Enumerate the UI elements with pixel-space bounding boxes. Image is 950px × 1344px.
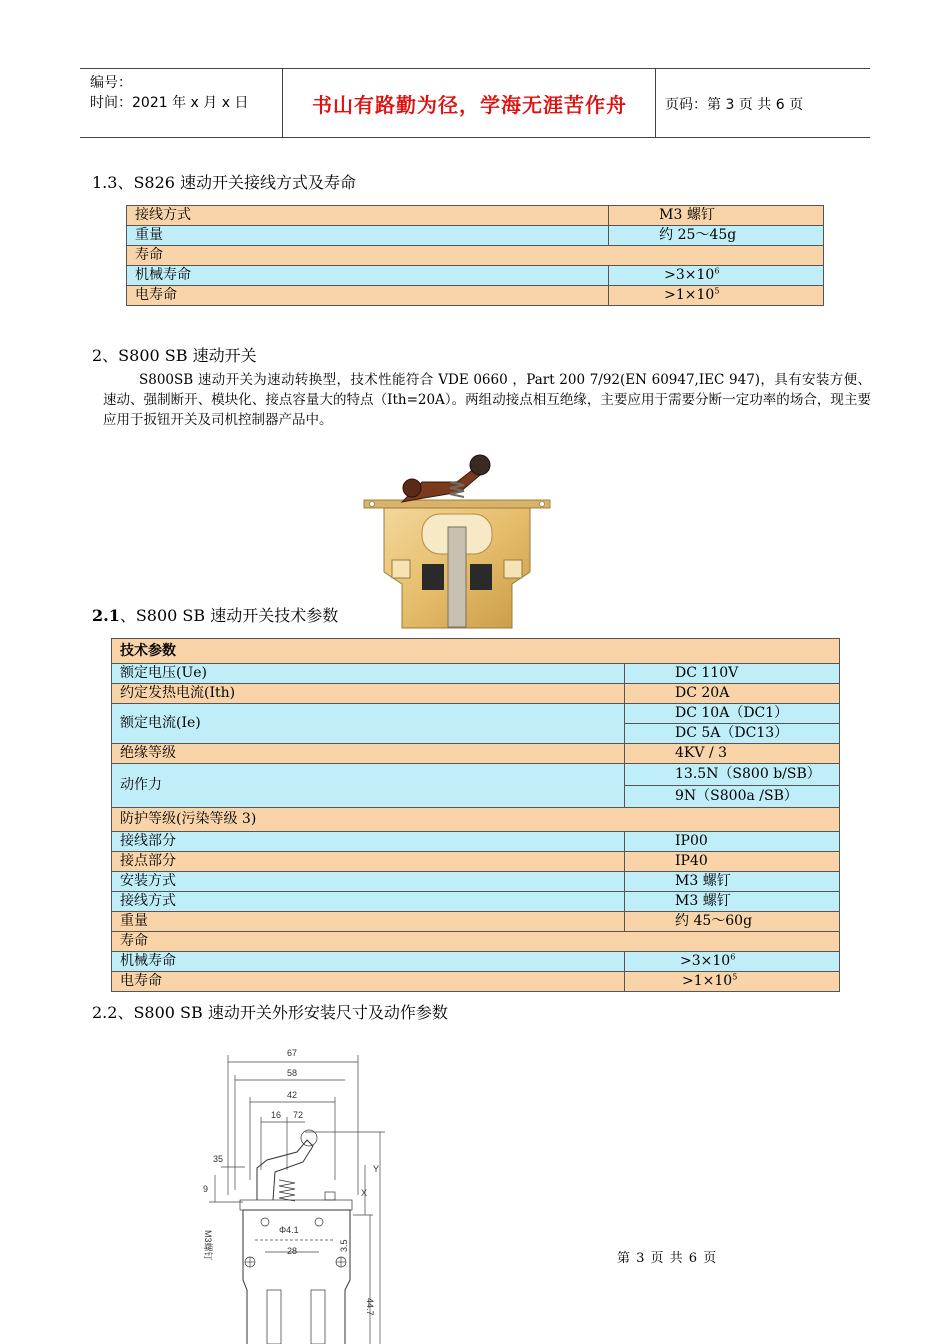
dim-label: Φ4.1 — [279, 1225, 299, 1235]
table-row — [112, 952, 840, 972]
dim-label: 16 — [271, 1110, 282, 1120]
table-row — [127, 206, 824, 226]
header-page-info: 页码：第 3 页 共 6 页 — [665, 97, 804, 113]
table-row — [112, 892, 840, 912]
table-row — [112, 704, 840, 724]
table-row — [112, 972, 840, 992]
cell-value: IP40 — [625, 852, 840, 872]
cell-label: 电寿命 — [112, 972, 625, 992]
table-row — [112, 832, 840, 852]
value-exponent: 6 — [730, 952, 736, 962]
cell-label: 寿命 — [112, 932, 840, 952]
value-exponent: 5 — [714, 286, 720, 296]
table-row — [127, 266, 824, 286]
cell-label: 额定电流(Ie) — [112, 704, 625, 744]
section-number: 2.1 — [92, 606, 120, 625]
cell-value: 9N（S800a /SB） — [625, 786, 840, 808]
dim-label: M3螺钉 — [203, 1230, 213, 1261]
dim-label: 35 — [213, 1154, 224, 1164]
cell-label: 重量 — [127, 226, 609, 246]
cell-label: 防护等级(污染等级 3) — [112, 808, 840, 832]
cell-value: 约 25～45g — [609, 226, 824, 246]
table-row — [112, 808, 840, 832]
cell-value — [609, 286, 824, 306]
s826-table — [126, 205, 824, 306]
page-footer: 第 3 页 共 6 页 — [617, 1251, 718, 1266]
cell-label: 接线方式 — [127, 206, 609, 226]
section-2-2-heading: 2.2、S800 SB 速动开关外形安装尺寸及动作参数 — [92, 1003, 448, 1022]
table-row — [127, 286, 824, 306]
section-2-heading: 2、S800 SB 速动开关 — [92, 346, 257, 365]
cell-value: DC 20A — [625, 684, 840, 704]
dimension-drawing — [195, 1040, 395, 1344]
page-header — [80, 68, 870, 138]
table-row — [112, 684, 840, 704]
dim-label: 67 — [287, 1048, 298, 1058]
value-exponent: 6 — [714, 266, 720, 276]
cell-label: 机械寿命 — [127, 266, 609, 286]
s800sb-table — [111, 638, 840, 992]
cell-label: 额定电压(Ue) — [112, 664, 625, 684]
cell-value: 4KV / 3 — [625, 744, 840, 764]
cell-value: DC 110V — [625, 664, 840, 684]
cell-label: 绝缘等级 — [112, 744, 625, 764]
section-2-paragraph: S800SB 速动开关为速动转换型，技术性能符合 VDE 0660 ，Part 200 7/92(EN 60947,IEC 947)，具有安装方便、速动、强制断开、模块化、接点容量大的特点（Ith=20A）。两组动接点相互绝缘，主要应用于需要分断一定功率的场合，现主要应用于扳钮开关及司机控制器产品中。 — [103, 372, 871, 428]
cell-value: 约 45～60g — [625, 912, 840, 932]
dim-label: X — [361, 1188, 368, 1198]
dim-label: 44.7 — [365, 1298, 375, 1316]
cell-label: 接线方式 — [112, 892, 625, 912]
table-row — [112, 664, 840, 684]
section-2-1-heading — [92, 603, 338, 626]
header-time: 时间：2021 年 x 月 x 日 — [90, 95, 249, 111]
section-1-3-heading: 1.3、S826 速动开关接线方式及寿命 — [92, 173, 357, 192]
value-exponent: 5 — [732, 972, 738, 982]
value-text: >1×10 — [682, 973, 733, 989]
cell-value: DC 5A（DC13） — [625, 724, 840, 744]
table-row — [127, 246, 824, 266]
value-text: >1×10 — [664, 287, 715, 303]
cell-value: 13.5N（S800 b/SB） — [625, 764, 840, 786]
cell-label: 约定发热电流(Ith) — [112, 684, 625, 704]
cell-value: DC 10A（DC1） — [625, 704, 840, 724]
cell-value: IP00 — [625, 832, 840, 852]
header-meta — [90, 73, 248, 113]
cell-value — [609, 266, 824, 286]
table-row — [112, 852, 840, 872]
cell-label: 重量 — [112, 912, 625, 932]
cell-label: 电寿命 — [127, 286, 609, 306]
table-row — [112, 764, 840, 786]
dim-label: 9 — [203, 1184, 209, 1194]
dim-label: Y — [373, 1164, 380, 1174]
cell-value: M3 螺钉 — [625, 892, 840, 912]
table-title: 技术参数 — [112, 639, 840, 664]
dim-label: 3.5 — [339, 1239, 349, 1252]
switch-photo — [362, 452, 552, 638]
table-row — [127, 226, 824, 246]
value-text: >3×10 — [680, 953, 731, 969]
cell-label: 动作力 — [112, 764, 625, 808]
table-row — [112, 872, 840, 892]
cell-label: 机械寿命 — [112, 952, 625, 972]
header-motto: 书山有路勤为径，学海无涯苦作舟 — [312, 93, 627, 117]
cell-value: M3 螺钉 — [609, 206, 824, 226]
cell-value — [625, 972, 840, 992]
value-text: >3×10 — [664, 267, 715, 283]
dim-label: 42 — [287, 1090, 298, 1100]
header-number: 编号： — [90, 75, 132, 91]
cell-label: 安装方式 — [112, 872, 625, 892]
table-row — [112, 744, 840, 764]
cell-label: 接点部分 — [112, 852, 625, 872]
dim-label: 28 — [287, 1246, 298, 1256]
dim-label: 58 — [287, 1068, 298, 1078]
cell-label: 接线部分 — [112, 832, 625, 852]
table-row — [112, 912, 840, 932]
cell-label: 寿命 — [127, 246, 824, 266]
table-row — [112, 932, 840, 952]
dim-label: 72 — [293, 1110, 304, 1120]
section-title: 、S800 SB 速动开关技术参数 — [119, 606, 339, 625]
cell-value — [625, 952, 840, 972]
table-row — [112, 639, 840, 664]
cell-value: M3 螺钉 — [625, 872, 840, 892]
